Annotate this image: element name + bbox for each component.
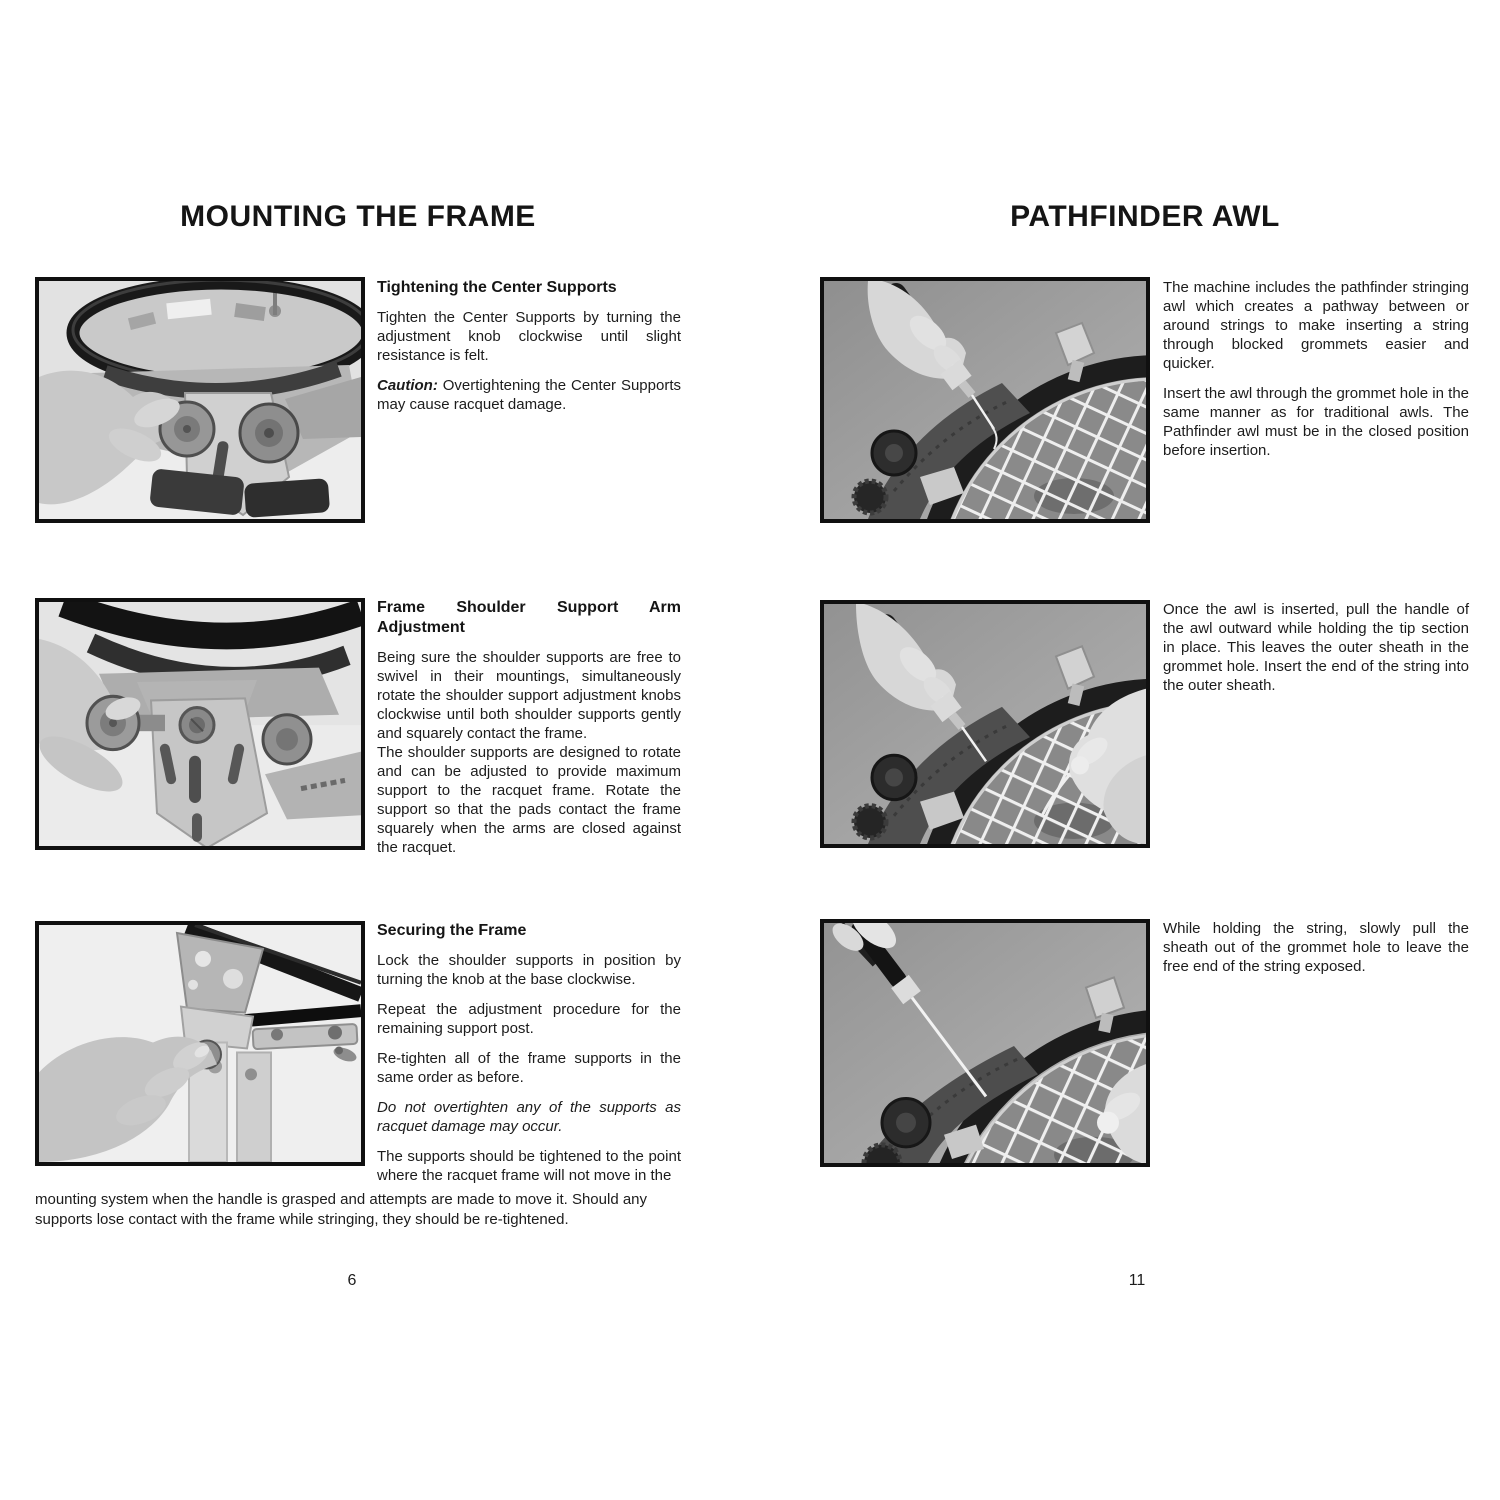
figure-securing-the-frame-photo xyxy=(35,921,365,1166)
heading-line-2: Adjustment xyxy=(377,619,465,636)
awl-needle-photo xyxy=(824,923,1146,1163)
figure-awl-sheath-removal-photo xyxy=(820,919,1150,1167)
body-paragraph: Being sure the shoulder supports are free to swivel in their mountings, simultaneously rotate the shoulder support adjustment knobs clockwise until both shoulder supports gently and squarely contact the frame. xyxy=(377,649,681,742)
left-page-title: MOUNTING THE FRAME xyxy=(180,200,536,233)
heading-line-1: Frame Shoulder Support Arm xyxy=(377,599,681,616)
figure-awl-insertion-photo xyxy=(820,277,1150,523)
right-page-title: PATHFINDER AWL xyxy=(1010,200,1280,233)
caution-text: Overtightening the Center Supports may cause racquet damage. xyxy=(377,377,681,413)
section-string-exposed xyxy=(1163,919,1469,987)
figure-tightening-center-supports-photo xyxy=(35,277,365,523)
section-tightening-center-supports xyxy=(377,278,681,425)
body-paragraph: The supports should be tightened to the point where the racquet frame will not move in the xyxy=(377,1148,681,1184)
section-heading: Tightening the Center Supports xyxy=(377,279,617,296)
section-heading xyxy=(377,598,681,638)
body-paragraph: The machine includes the pathfinder stringing awl which creates a pathway between or around strings to make inserting a string through blocked grommets easier and quicker. xyxy=(1163,279,1469,372)
frame-clamp-hand-photo xyxy=(39,925,361,1162)
body-paragraph: Tighten the Center Supports by turning the adjustment knob clockwise until slight resistance is felt. xyxy=(377,309,681,364)
warning-paragraph: Do not overtighten any of the supports as racquet damage may occur. xyxy=(377,1099,681,1135)
pathfinder-awl-photo xyxy=(824,281,1146,519)
body-paragraph: Insert the awl through the grommet hole in the same manner as for traditional awls. The Pathfinder awl must be in the closed position before insertion. xyxy=(1163,385,1470,459)
section-awl-intro xyxy=(1163,278,1469,471)
body-paragraph: While holding the string, slowly pull the sheath out of the grommet hole to leave the free end of the string exposed. xyxy=(1163,920,1469,975)
body-paragraph: Once the awl is inserted, pull the handle of the awl outward while holding the tip section in place. This leaves the outer sheath in the grommet hole. Insert the end of the string into the outer sheath. xyxy=(1163,601,1469,694)
body-paragraph: Re-tighten all of the frame supports in the same order as before. xyxy=(377,1050,681,1086)
body-paragraph: The shoulder supports are designed to rotate and can be adjusted to provide maximum support to the racquet frame. Rotate the support so that the pads contact the frame squarely when the arms are closed against the racquet. xyxy=(377,744,681,856)
figure-shoulder-support-adjustment-photo xyxy=(35,598,365,850)
body-paragraph: Repeat the adjustment procedure for the remaining support post. xyxy=(377,1001,681,1037)
right-page-number: 11 xyxy=(1128,1272,1146,1289)
left-page-number: 6 xyxy=(347,1272,357,1289)
awl-two-hands-photo xyxy=(824,604,1146,844)
stringing-machine-knob-photo xyxy=(39,281,361,519)
section-heading: Securing the Frame xyxy=(377,922,527,939)
body-paragraph: Lock the shoulder supports in position by turning the knob at the base clockwise. xyxy=(377,952,681,988)
section-securing-the-frame xyxy=(377,921,681,1185)
continuation-paragraph: mounting system when the handle is grasped and attempts are made to move it. Should any supports lose contact with the frame while stringing, they should be re-tightened. xyxy=(35,1191,648,1228)
caution-paragraph xyxy=(377,376,681,414)
section-frame-shoulder-support-arm-adjustment xyxy=(377,598,681,868)
machine-shoulder-support-photo xyxy=(39,602,361,846)
figure-awl-pull-handle-photo xyxy=(820,600,1150,848)
section-awl-sheath xyxy=(1163,600,1469,706)
caution-label: Caution: xyxy=(377,377,438,394)
